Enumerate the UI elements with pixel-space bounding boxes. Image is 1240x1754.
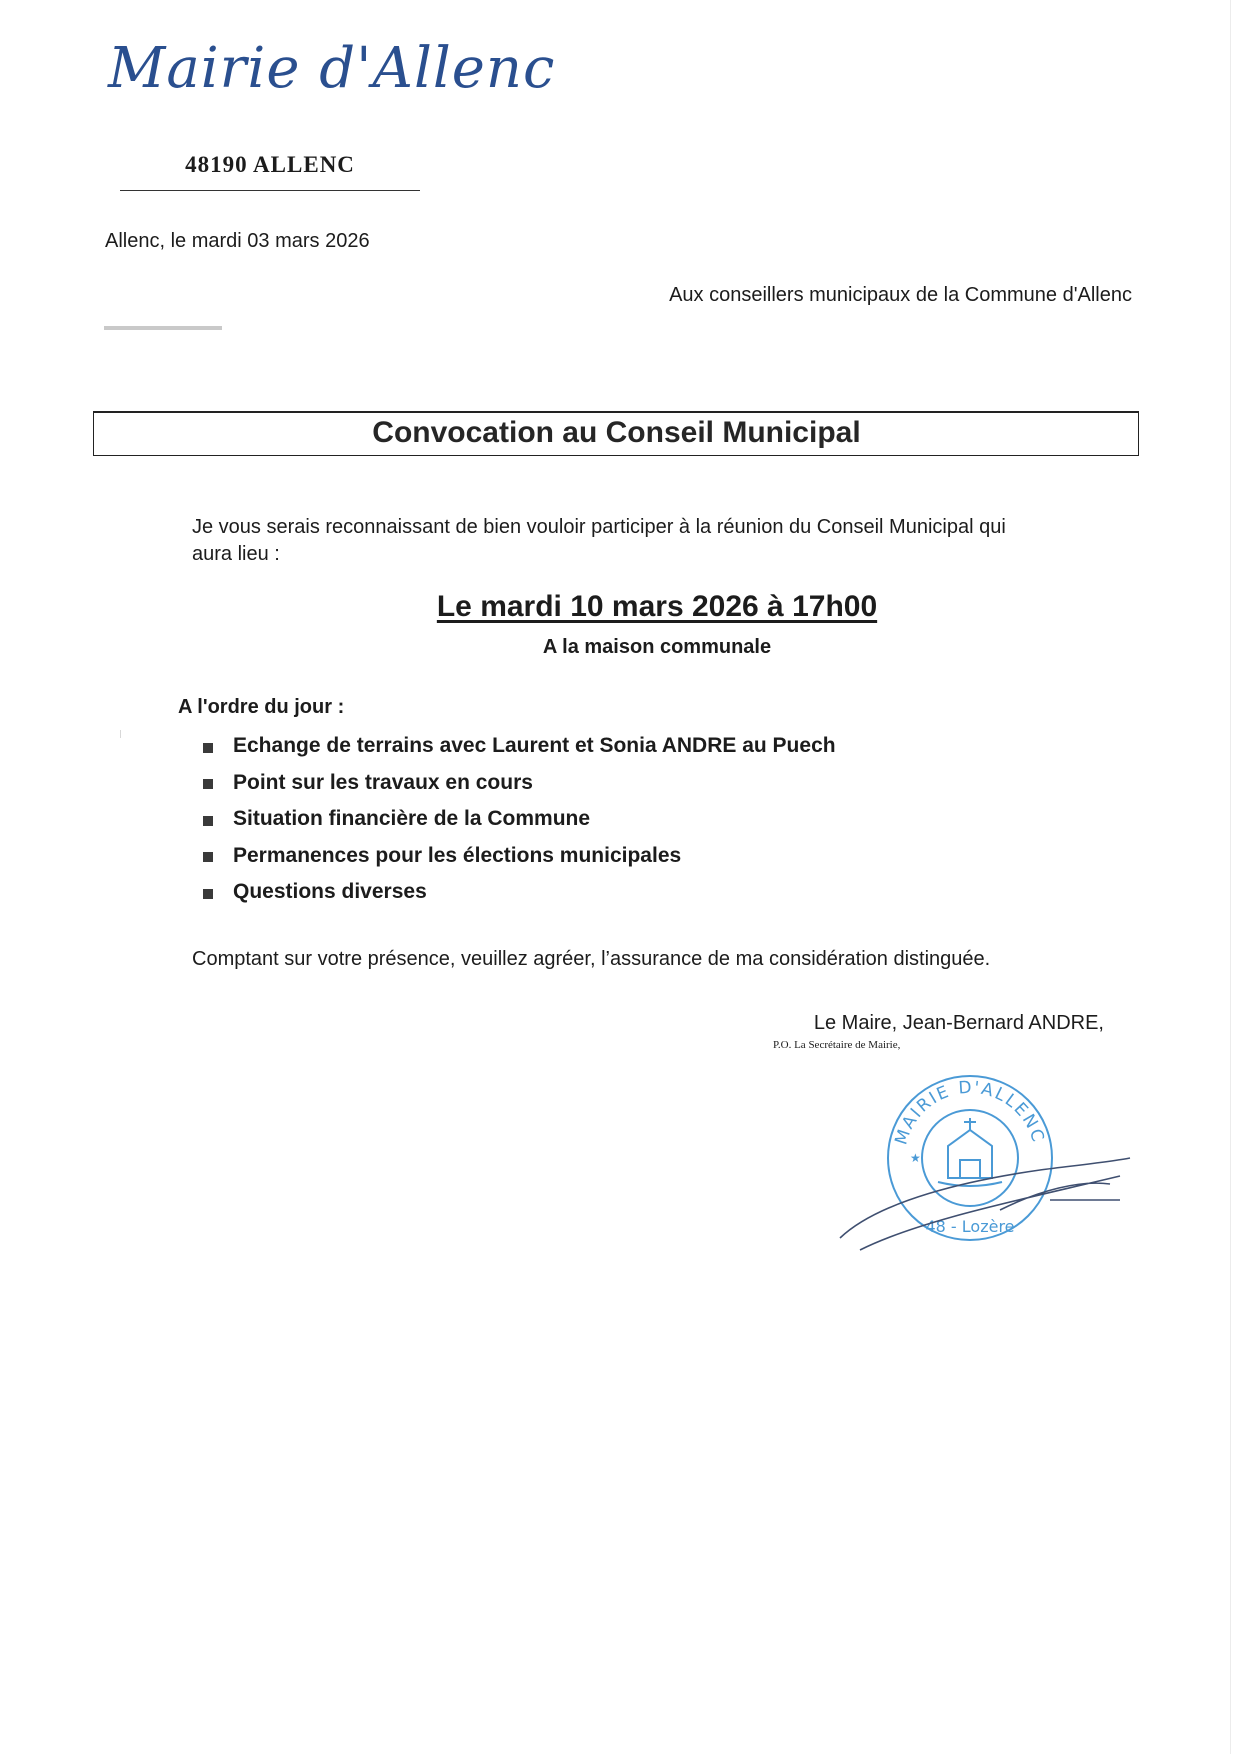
square-bullet-icon xyxy=(203,889,213,899)
po-line: P.O. La Secrétaire de Mairie, xyxy=(773,1039,901,1051)
square-bullet-icon xyxy=(203,779,213,789)
agenda-item-text: Point sur les travaux en cours xyxy=(233,770,533,794)
scan-edge xyxy=(1230,0,1231,1754)
agenda-item xyxy=(203,728,836,765)
document-title: Convocation au Conseil Municipal xyxy=(372,416,861,449)
postcode-city: 48190 ALLENC xyxy=(185,152,355,177)
agenda-item xyxy=(203,765,836,802)
meeting-datetime: Le mardi 10 mars 2026 à 17h00 xyxy=(436,590,878,623)
square-bullet-icon xyxy=(203,743,213,753)
star-icon: ★ xyxy=(910,1151,921,1165)
signatory: Le Maire, Jean-Bernard ANDRE, xyxy=(813,1012,1104,1034)
intro-paragraph xyxy=(192,514,1122,568)
meeting-location: A la maison communale xyxy=(542,636,772,658)
mairie-logo: Mairie d'Allenc xyxy=(108,36,556,101)
intro-line-1: Je vous serais reconnaissant de bien vouloir participer à la réunion du Conseil Municipal qui xyxy=(192,516,1006,538)
agenda-item xyxy=(203,801,836,838)
agenda-item-text: Echange de terrains avec Laurent et Sonia ANDRE au Puech xyxy=(233,734,836,758)
agenda-item-text: Questions diverses xyxy=(233,880,427,904)
recipient: Aux conseillers municipaux de la Commune d'Allenc xyxy=(669,284,1132,306)
stamp-bottom-text: 48 - Lozère xyxy=(925,1217,1015,1236)
agenda-item xyxy=(203,838,836,875)
closing-paragraph: Comptant sur votre présence, veuillez agréer, l’assurance de ma considération distinguée. xyxy=(192,948,991,970)
intro-line-2: aura lieu : xyxy=(192,543,280,565)
scan-speck xyxy=(120,730,121,738)
agenda-list xyxy=(203,728,836,911)
agenda-item-text: Permanences pour les élections municipales xyxy=(233,843,682,867)
square-bullet-icon xyxy=(203,852,213,862)
official-stamp-icon xyxy=(820,1050,1140,1270)
stamp-arc-text: MAIRIE D'ALLENC xyxy=(891,1077,1049,1148)
place-date: Allenc, le mardi 03 mars 2026 xyxy=(105,230,370,252)
square-bullet-icon xyxy=(203,816,213,826)
redacted-mark xyxy=(104,326,222,330)
header-divider xyxy=(120,190,420,191)
stamp-building-icon xyxy=(948,1118,992,1178)
agenda-title: A l'ordre du jour : xyxy=(178,696,345,718)
agenda-item-text: Situation financière de la Commune xyxy=(233,807,591,831)
agenda-item xyxy=(203,874,836,911)
